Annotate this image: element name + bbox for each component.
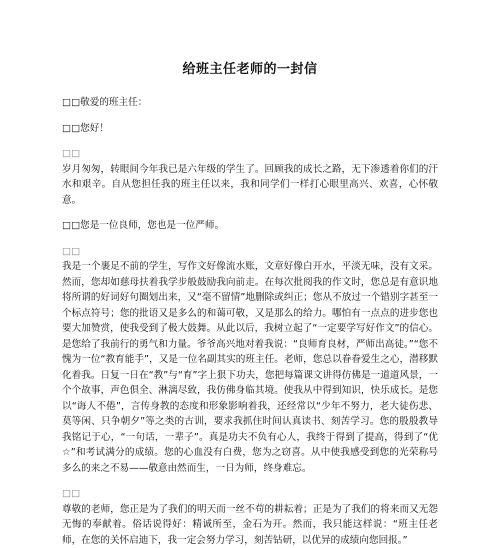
letter-title: 给班主任老师的一封信	[62, 0, 438, 79]
paragraph-marker: □□	[62, 146, 438, 162]
paragraph-marker: □□	[62, 244, 438, 260]
paragraph-intro: 岁月匆匆，转眼间今年我已是六年级的学生了。回顾我的成长之路，无下渗透着你们的汗水和艰辛。自从您担任我的班主任以来，我和同学们一样打心眼里高兴、欢喜，心怀敬意。	[62, 162, 438, 209]
hello-line: □□您好！	[62, 121, 438, 137]
paragraph-marker: □□	[62, 486, 438, 502]
paragraph-body: 我是一个裹足不前的学生，写作文好像流水账，文章好像白开水，平淡无味，没有文采。然而，您却如慈母扶着我学步般鼓励我向前走。在每次批阅我的作文时，您总是有意识地将所谓的好词好句圈划出来，又“毫不留情”地删除或纠正；您从不放过一个错别字甚至一个标点符号；您的批语又是多么的和蔼可敬，又是那么的给力。哪怕有一点点的进步您也要大加赞赏，使我受到了极大鼓舞。从此以后，我树立起了“一定要学写好作文”的信心。是您给了我前行的勇气和力量。爷爷高兴地对着我说：“良师育良材，严师出高徒。”“您不愧为一位“教育能手”，又是一位名副其实的班主任。老师，您总以眷眷爱生之心，潜移默化着我。日复一日在“教”与“育”字上狠下功夫，您把每篇课文讲得仿佛是一道道风景，一个个故事，声色俱全、淋漓尽致，我仿佛身临其境。使我从中得到知识，快乐成长。是您以“诲人不倦”，言传身教的态度和形象影响着我，还经常以“少年不努力，老大徒伤悲、莫等闲、只争朝夕”等之类的古训，要求我抓住时间认真读书、刻苦学习。您的殷殷教导我铭记于心，“一句话，一辈子”。真是功夫不负有心人，我终于得到了提高，得到了“优☆”和考试满分的成绩。您的心血没有白费，您为之窃喜。从中使我感受到您的光荣称号多么的来之不易——敬意由然而生，一日为师，终身难忘。	[62, 259, 438, 476]
paragraph-closing: 尊敬的老师，您正是为了我们的明天而一丝不苟的耕耘着；正是为了我们的将来而又无怨无悔的奉献着。俗话说得好：精诚所至，金石为开。然而，我只能这样说：“班主任老师，在您的关怀启迪下，我一定会努力学习，刻苦钻研，以优异的成绩向您回报。”	[62, 502, 438, 548]
greeting-line: □□敬爱的班主任：	[62, 95, 438, 111]
paragraph-thesis: □□您是一位良师，您也是一位严师。	[62, 218, 438, 234]
